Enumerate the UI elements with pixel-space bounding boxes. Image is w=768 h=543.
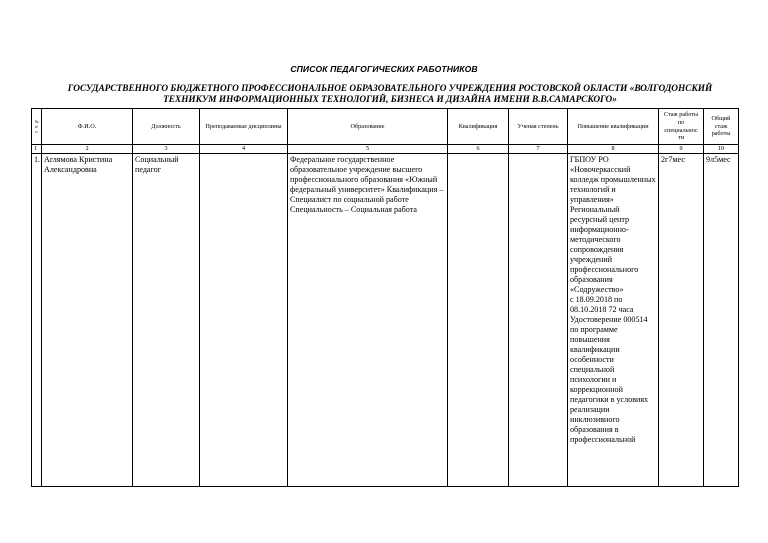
col-number-7: 7 [509,145,568,154]
header-num: № п/п [32,109,42,145]
header-exp-special: Стаж работы по специальнос ти [659,109,704,145]
document-title: СПИСОК ПЕДАГОГИЧЕСКИХ РАБОТНИКОВ [290,64,478,74]
col-number-2: 2 [42,145,133,154]
header-qualification: Квалификация [448,109,509,145]
table-row [32,154,739,487]
staff-table [31,108,739,487]
col-number-5: 5 [288,145,448,154]
header-training: Повышение квалификации [568,109,659,145]
row-fio: Аглямова Кристина Александровна [42,154,133,487]
row-exp-special: 2г7мес [659,154,704,487]
header-education: Образование [288,109,448,145]
header-exp-total: Общий стаж работы [704,109,739,145]
row-position: Социальный педагог [133,154,200,487]
row-education: Федеральное государственное образовательное учреждение высшего профессионального образования «Южный федеральный университет» Квалификация – Специалист по социальной работе Специальность – Социальная работа [288,154,448,487]
row-qualification [448,154,509,487]
row-degree [509,154,568,487]
row-disciplines [200,154,288,487]
col-number-10: 10 [704,145,739,154]
column-number-row [32,145,739,154]
col-number-8: 8 [568,145,659,154]
subtitle-line-2: ТЕХНИКУМ ИНФОРМАЦИОННЫХ ТЕХНОЛОГИЙ, БИЗНЕСА И ДИЗАЙНА ИМЕНИ В.В.САМАРСКОГО» [163,95,617,105]
col-number-6: 6 [448,145,509,154]
col-number-3: 3 [133,145,200,154]
header-disciplines: Преподаваемые дисциплины [200,109,288,145]
col-number-1: 1 [32,145,42,154]
row-num: 1. [32,154,42,487]
header-degree: Ученая степень [509,109,568,145]
col-number-9: 9 [659,145,704,154]
header-fio: Ф.И.О. [42,109,133,145]
header-position: Должность [133,109,200,145]
col-number-4: 4 [200,145,288,154]
header-row [32,109,739,145]
document-subtitle [60,84,720,106]
row-exp-total: 9л5мес [704,154,739,487]
row-training: ГБПОУ РО «Новочеркасский колледж промышленных технологий и управления» Региональный ресурсный центр информационно-методического сопровождения учреждений профессионального образования «Содружество» с 18.09.2018 по 08.10.2018 72 часа Удостоверение 000514 по программе повышения квалификации особенности специальной психологии и коррекционной педагогики в условиях реализации инклюзивного образования в профессиональной [568,154,659,487]
subtitle-line-1: ГОСУДАРСТВЕННОГО БЮДЖЕТНОГО ПРОФЕССИОНАЛЬНОЕ ОБРАЗОВАТЕЛЬНОГО УЧРЕЖДЕНИЯ РОСТОВСКОЙ ОБЛАСТИ «ВОЛГОДОНСКИЙ [67,84,713,94]
